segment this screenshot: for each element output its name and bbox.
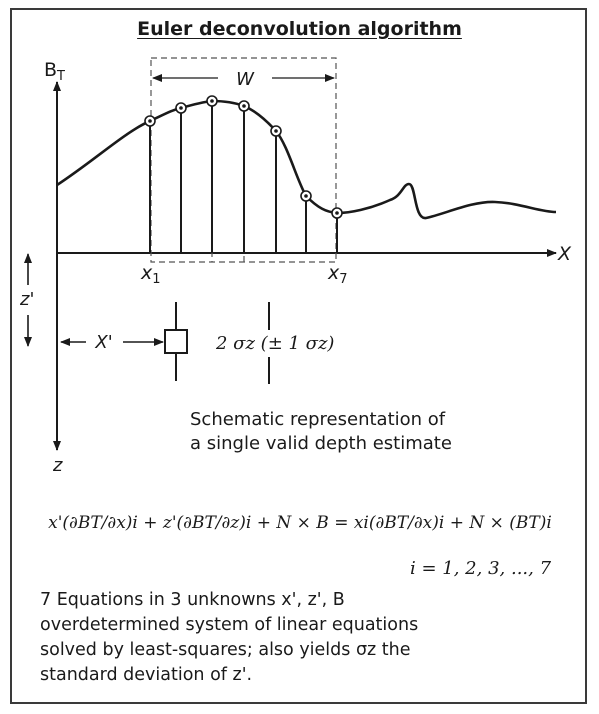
- notes-line-3: solved by least-squares; also yields σz the: [40, 640, 411, 660]
- figure-title: Euler deconvolution algorithm: [137, 18, 462, 40]
- schematic-line-1: Schematic representation of: [190, 409, 446, 430]
- notes-block: [40, 588, 418, 688]
- schematic-caption: [190, 408, 452, 456]
- w-label: W: [236, 69, 254, 90]
- bt-axis-label: $B_T$: [44, 59, 65, 84]
- equation-index: i = 1, 2, 3, ..., 7: [410, 558, 552, 579]
- schematic-line-2: a single valid depth estimate: [190, 433, 452, 454]
- x7-label: $x_7$: [328, 262, 348, 287]
- notes-line-4: standard deviation of z'.: [40, 665, 253, 685]
- sigma-label: 2 σz (± 1 σz): [216, 333, 335, 354]
- xprime-label: X': [95, 332, 113, 353]
- notes-line-1: 7 Equations in 3 unknowns x', z', B: [40, 590, 345, 610]
- x1-label: $x_1$: [141, 262, 161, 287]
- x-axis-label: X: [558, 243, 572, 265]
- zprime-label: z': [20, 289, 35, 310]
- notes-line-2: overdetermined system of linear equations: [40, 615, 419, 635]
- z-axis-label: z: [53, 455, 63, 476]
- euler-equation: x'(∂BT/∂x)i + z'(∂BT/∂z)i + N × B = xi(∂BT/∂x)i + N × (BT)i: [48, 513, 552, 533]
- depth-estimate-box: [165, 330, 187, 353]
